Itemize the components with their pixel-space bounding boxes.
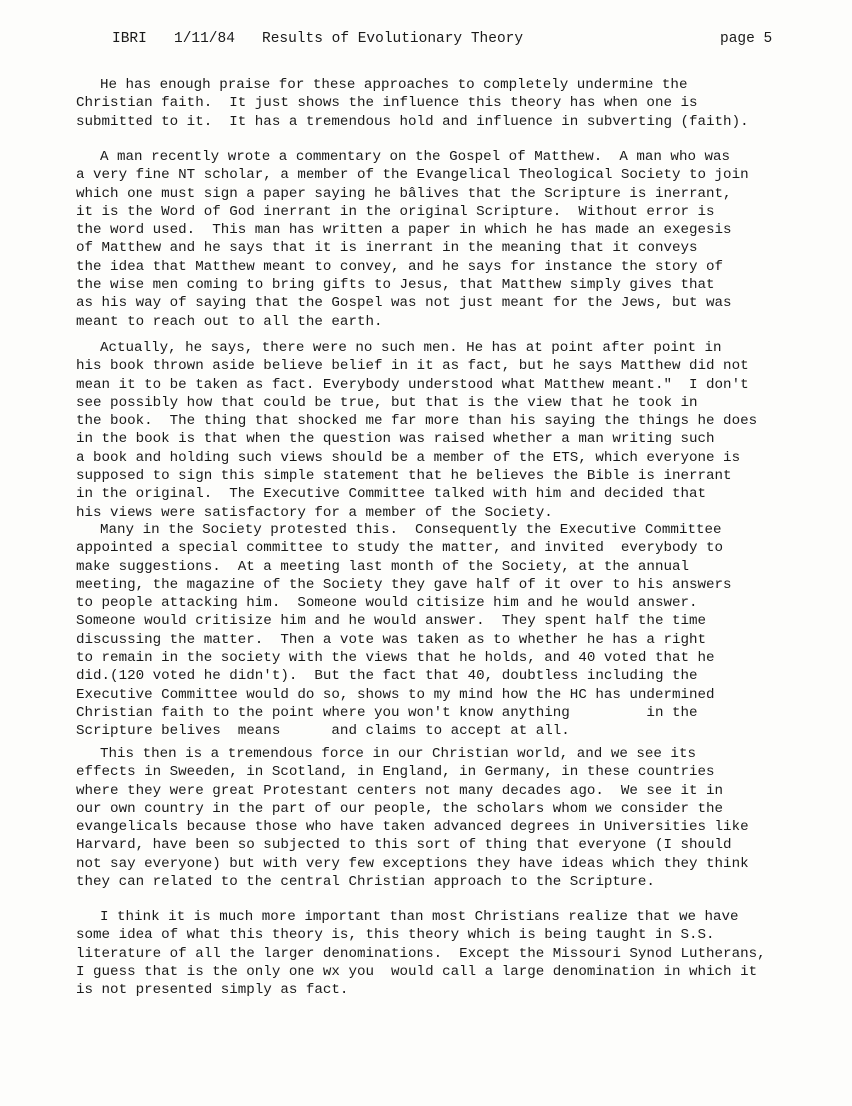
text-line: supposed to sign this simple statement that he believes the Bible is inerrant: [76, 468, 732, 485]
text-line: Executive Committee would do so, shows to my mind how the HC has undermined: [76, 686, 715, 703]
text-line: is not presented simply as fact.: [76, 982, 349, 999]
text-line: Christian faith to the point where you won't know anything in the: [76, 704, 698, 721]
text-line: where they were great Protestant centers not many decades ago. We see it in: [76, 782, 724, 799]
text-line: Christian faith. It just shows the influence this theory has when one is: [76, 95, 698, 112]
text-line: the idea that Matthew meant to convey, and he says for instance the story of: [76, 258, 724, 275]
text-line: Someone would critisize him and he would answer. They spent half the time: [76, 613, 707, 630]
text-line: the book. The thing that shocked me far more than his saying the things he does: [76, 413, 758, 430]
text-line: meeting, the magazine of the Society they gave half of it over to his answers: [76, 576, 732, 593]
text-line: meant to reach out to all the earth.: [76, 313, 383, 330]
text-line: I think it is much more important than most Christians realize that we have: [100, 909, 739, 925]
text-line: not say everyone) but with very few exceptions they have ideas which they think: [76, 855, 749, 872]
text-line: A man recently wrote a commentary on the Gospel of Matthew. A man who was: [100, 149, 731, 165]
paragraph: [76, 521, 796, 741]
text-line: in the original. The Executive Committee talked with him and decided that: [76, 486, 707, 503]
text-line: a book and holding such views should be a member of the ETS, which everyone is: [76, 449, 741, 466]
paragraph: [76, 745, 796, 891]
text-line: in the book is that when the question was raised whether a man writing such: [76, 431, 715, 448]
text-line: He has enough praise for these approaches to completely undermine the: [100, 77, 688, 93]
text-line: some idea of what this theory is, this theory which is being taught in S.S.: [76, 927, 715, 944]
text-line: Actually, he says, there were no such men. He has at point after point in: [100, 340, 722, 356]
header-title: Results of Evolutionary Theory: [262, 31, 524, 47]
text-line: his views were satisfactory for a member of the Society.: [76, 504, 553, 521]
header-page-number: page 5: [720, 31, 773, 47]
text-line: to remain in the society with the views that he holds, and 40 voted that he: [76, 650, 715, 667]
text-line: it is the Word of God inerrant in the original Scripture. Without error is: [76, 203, 715, 220]
header-date: 1/11/84: [174, 31, 235, 47]
text-line: our own country in the part of our people, the scholars whom we consider the: [76, 800, 724, 817]
text-line: as his way of saying that the Gospel was not just meant for the Jews, but was: [76, 295, 732, 312]
header-org: IBRI: [112, 31, 147, 47]
text-line: which one must sign a paper saying he bâlives that the Scripture is inerrant,: [76, 185, 732, 202]
text-line: I guess that is the only one wx you would call a large denomination in which it: [76, 963, 758, 980]
text-line: evangelicals because those who have taken advanced degrees in Universities like: [76, 819, 749, 836]
paragraph: [76, 76, 796, 131]
text-line: his book thrown aside believe belief in it as fact, but he says Matthew did not: [76, 358, 749, 375]
text-line: make suggestions. At a meeting last month of the Society, at the annual: [76, 558, 689, 575]
paragraph: [76, 908, 796, 999]
text-line: a very fine NT scholar, a member of the Evangelical Theological Society to join: [76, 167, 749, 184]
text-line: effects in Sweeden, in Scotland, in England, in Germany, in these countries: [76, 764, 715, 781]
text-line: the wise men coming to bring gifts to Jesus, that Matthew simply gives that: [76, 277, 715, 294]
text-line: This then is a tremendous force in our Christian world, and we see its: [100, 746, 696, 762]
text-line: mean it to be taken as fact. Everybody understood what Matthew meant." I don't: [76, 376, 749, 393]
text-line: of Matthew and he says that it is inerrant in the meaning that it conveys: [76, 240, 698, 257]
text-line: Harvard, have been so subjected to this sort of thing that everyone (I should: [76, 837, 732, 854]
text-line: the word used. This man has written a paper in which he has made an exegesis: [76, 222, 732, 239]
text-line: literature of all the larger denominations. Except the Missouri Synod Lutherans,: [76, 945, 766, 962]
paragraph: [76, 148, 796, 331]
text-line: appointed a special committee to study the matter, and invited everybody to: [76, 540, 724, 557]
text-line: see possibly how that could be true, but that is the view that he took in: [76, 394, 698, 411]
text-line: to people attacking him. Someone would citisize him and he would answer.: [76, 595, 698, 612]
text-line: submitted to it. It has a tremendous hold and influence in subverting (faith).: [76, 113, 749, 130]
text-line: discussing the matter. Then a vote was taken as to whether he has a right: [76, 631, 707, 648]
paragraph: [76, 339, 796, 522]
text-line: Scripture belives means and claims to accept at all.: [76, 723, 570, 740]
text-line: they can related to the central Christian approach to the Scripture.: [76, 874, 655, 891]
text-line: Many in the Society protested this. Consequently the Executive Committee: [100, 522, 722, 538]
text-line: did.(120 voted he didn't). But the fact that 40, doubtless including the: [76, 668, 698, 685]
